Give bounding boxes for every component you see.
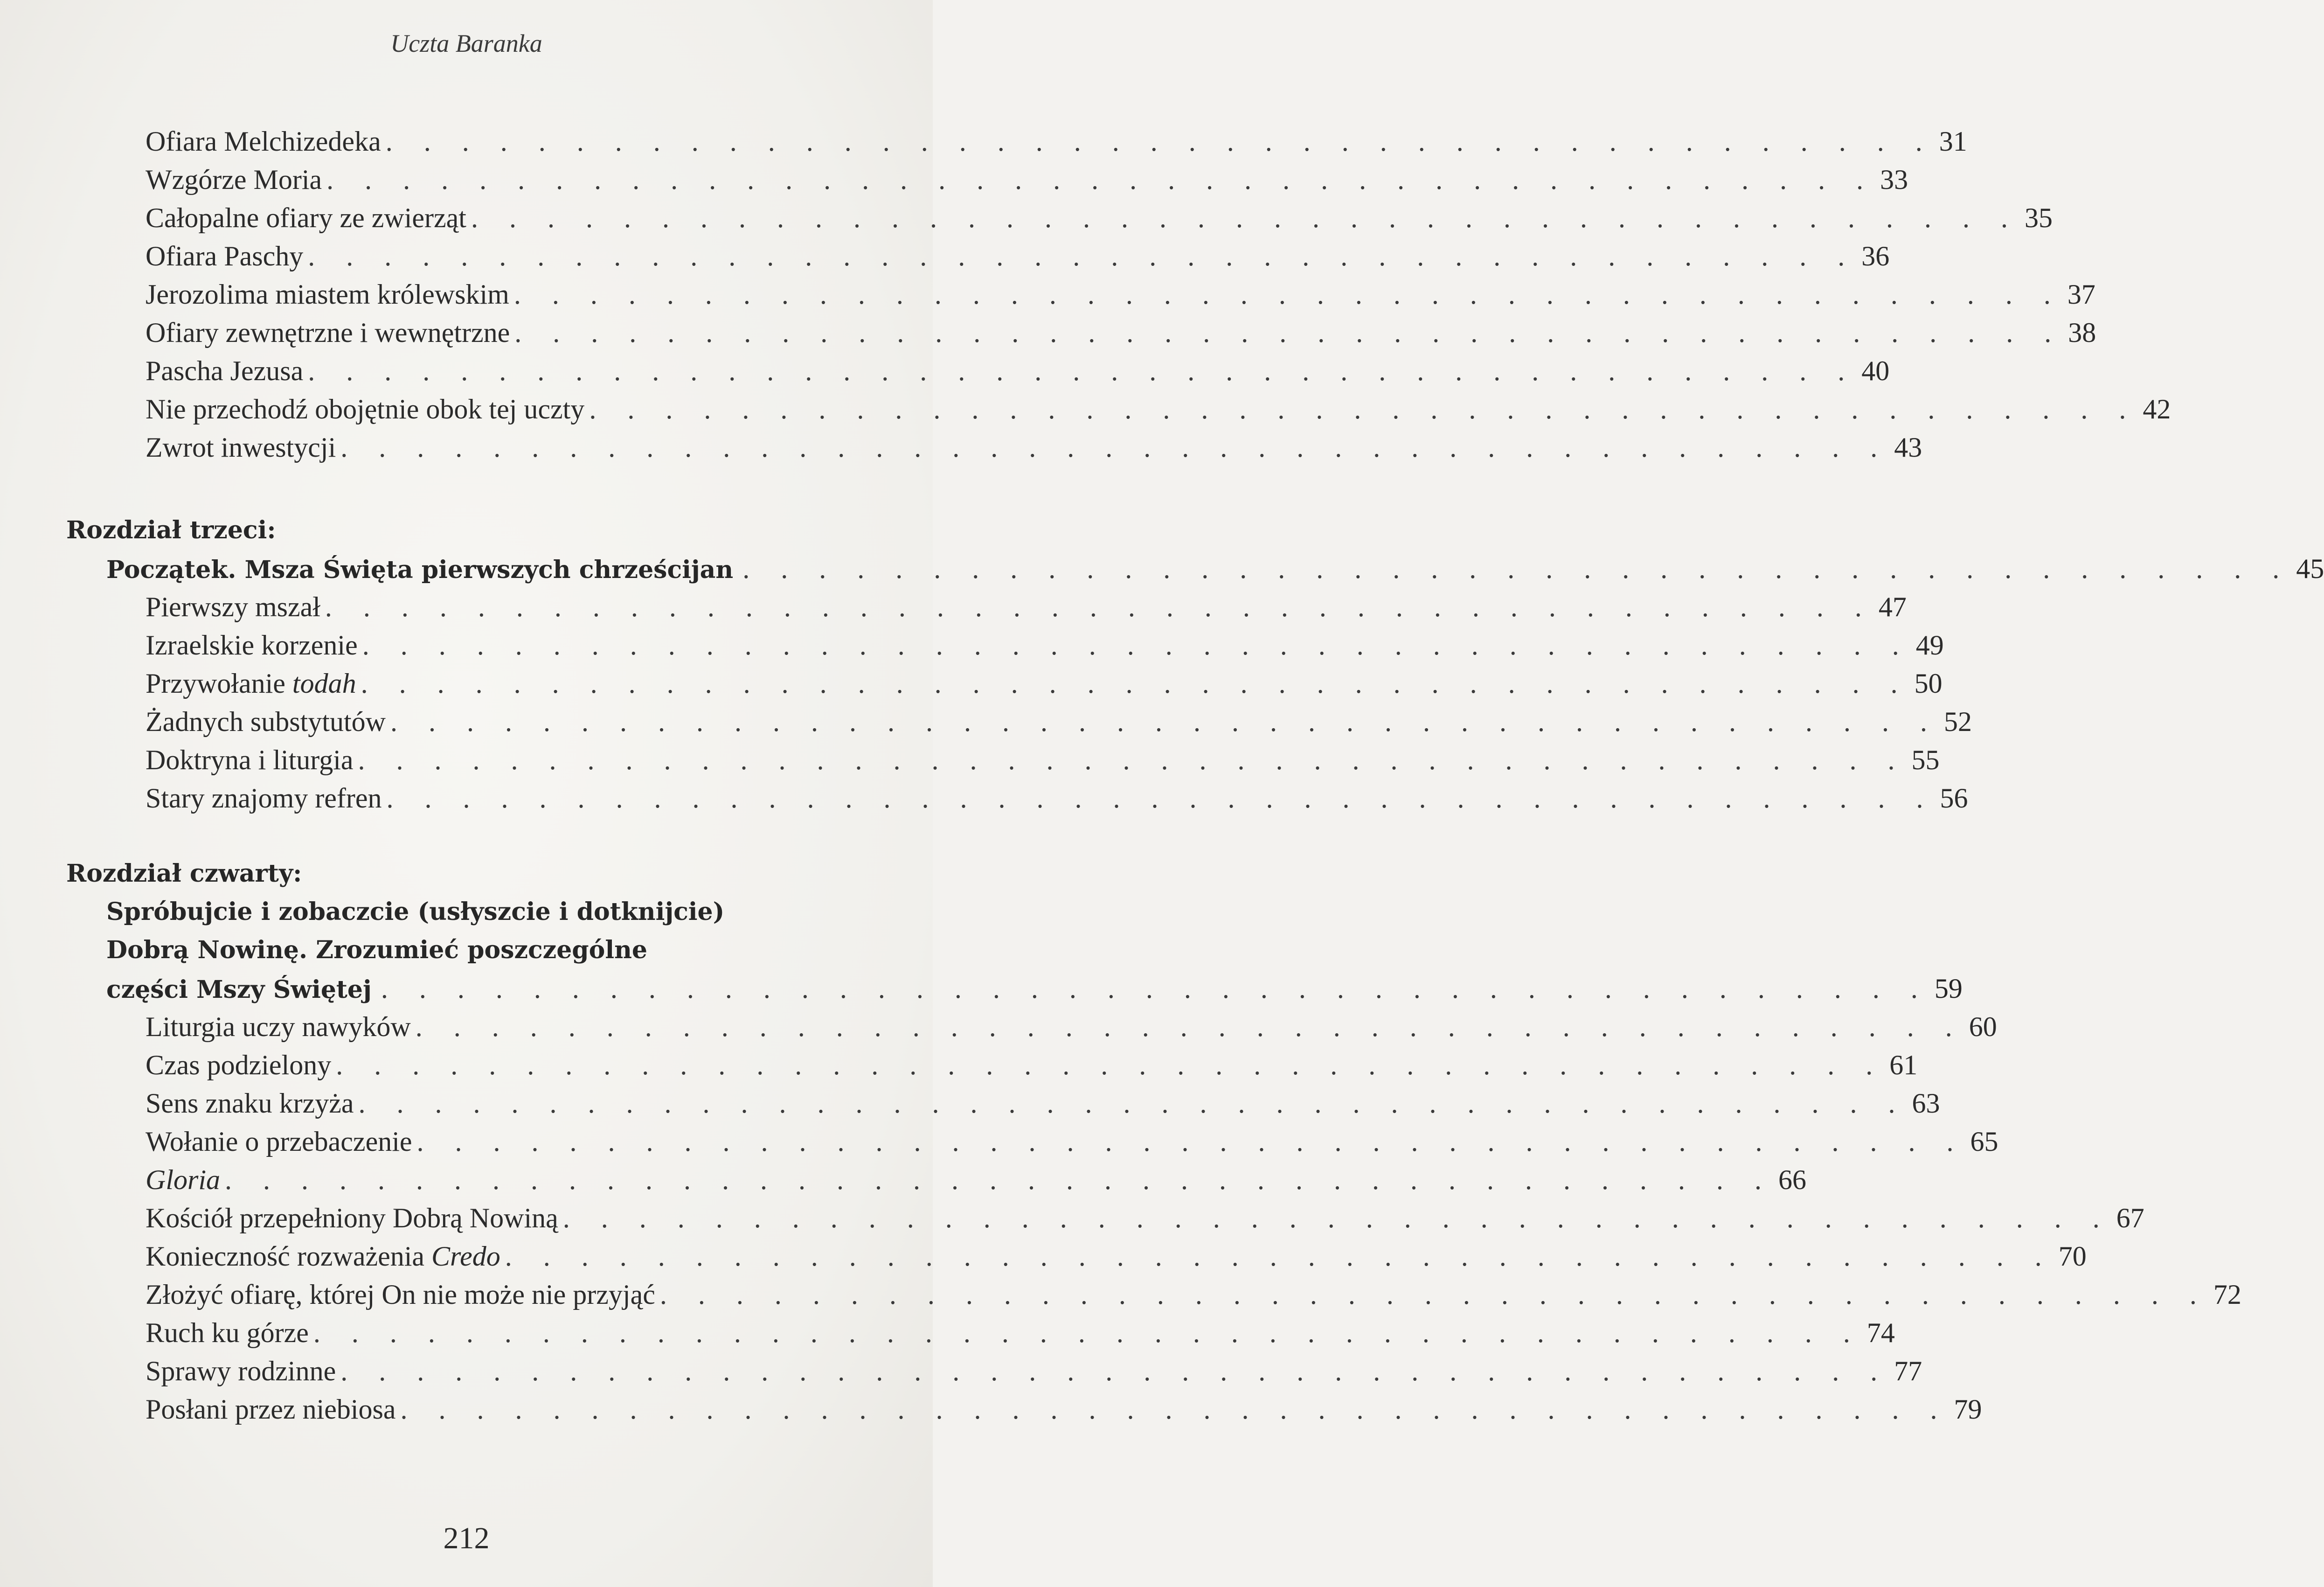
toc-entry-page: 66 — [1778, 1164, 1807, 1195]
toc-entry-title: Całopalne ofiary ze zwierząt — [146, 202, 466, 233]
toc-entry-title: Nie przechodź obojętnie obok tej uczty — [146, 394, 585, 425]
toc-entry-title: Posłani przez niebiosa — [146, 1394, 396, 1425]
leader-dots: . . . . . . . . . . . . . . . . . . . . . . . . . . . . . . . . . . . . . . . . . — [308, 241, 1857, 271]
leader-dots: . . . . . . . . . . . . . . . . . . . . . . . . . . . . . . . . . . . . . . . . . — [362, 630, 1911, 661]
toc-entry — [146, 390, 2171, 428]
toc-entry-title: Ofiara Melchizedeka — [146, 126, 381, 157]
toc-entry-title: Zwrot inwestycji — [146, 432, 336, 463]
leader-dots: . . . . . . . . . . . . . . . . . . . . . . . . . . . . . . . . . . . . . . . . . — [390, 706, 1939, 737]
toc-entry-title-text: Przywołanie — [146, 668, 292, 699]
toc-entry-page: 65 — [1970, 1126, 1998, 1157]
toc-entry-title: Sprawy rodzinne — [146, 1356, 336, 1386]
leader-dots: . . . . . . . . . . . . . . . . . . . . . . . . . . . . . . . . . . . . . . . . . — [358, 1088, 1908, 1119]
toc-entry — [146, 741, 1940, 779]
leader-dots: . . . . . . . . . . . . . . . . . . . . . . . . . . . . . . . . . . . . . . . . . — [361, 668, 1910, 699]
toc-entry-title: Ofiara Paschy — [146, 241, 304, 271]
toc-entry — [146, 1390, 1982, 1428]
toc-entry — [146, 352, 1890, 390]
toc-entry — [146, 1352, 1922, 1390]
toc-entry — [146, 1314, 1895, 1352]
leader-dots: . . . . . . . . . . . . . . . . . . . . . . . . . . . . . . . . . . . . . . . . . — [326, 164, 1876, 195]
toc-entry-page: 50 — [1914, 668, 1942, 699]
chapter-page: 45 — [2296, 553, 2324, 584]
toc-entry — [146, 275, 2095, 313]
toc-entry — [146, 160, 1908, 199]
toc-entry-title: Doktryna i liturgia — [146, 745, 354, 775]
leader-dots: . . . . . . . . . . . . . . . . . . . . . . . . . . . . . . . . . . . . . . . . . — [313, 1317, 1862, 1348]
toc-entry — [146, 1084, 1940, 1122]
leader-dots: . . . . . . . . . . . . . . . . . . . . . . . . . . . . . . . . . . . . . . . . . — [340, 1356, 1890, 1386]
leader-dots: . . . . . . . . . . . . . . . . . . . . . . . . . . . . . . . . . . . . . . . . . — [742, 553, 2292, 584]
toc-entry-page: 52 — [1943, 706, 1972, 737]
toc-entry-title: Liturgia uczy nawyków — [146, 1011, 411, 1042]
toc-entry — [146, 199, 2053, 237]
toc-entry — [146, 237, 1890, 275]
toc-entry-page: 49 — [1915, 630, 1944, 661]
toc-entry-title — [146, 1161, 220, 1199]
toc-entry-title: Jerozolima miastem królewskim — [146, 279, 509, 310]
toc-entry-page: 47 — [1878, 592, 1907, 622]
toc-entry — [146, 779, 1968, 817]
toc-entry-page: 77 — [1894, 1356, 1922, 1386]
toc-entry — [146, 664, 1942, 703]
toc-entry-title — [146, 664, 356, 703]
toc-entry-page: 31 — [1939, 126, 1967, 157]
toc-entry-title: Wzgórze Moria — [146, 164, 322, 195]
toc-entry-page: 55 — [1911, 745, 1940, 775]
leader-dots: . . . . . . . . . . . . . . . . . . . . . . . . . . . . . . . . . . . . . . . . . — [325, 592, 1874, 622]
toc-entry — [146, 1008, 1997, 1046]
leader-dots: . . . . . . . . . . . . . . . . . . . . . . . . . . . . . . . . . . . . . . . . . — [385, 126, 1935, 157]
toc-entry-title — [146, 1237, 500, 1275]
leader-dots: . . . . . . . . . . . . . . . . . . . . . . . . . . . . . . . . . . . . . . . . . — [336, 1050, 1885, 1080]
toc-entry-page: 56 — [1940, 783, 1968, 814]
toc-entry — [146, 428, 1922, 466]
leader-dots: . . . . . . . . . . . . . . . . . . . . . . . . . . . . . . . . . . . . . . . . . — [400, 1394, 1949, 1425]
toc-entry — [146, 1275, 2241, 1314]
toc-entry-title: Wołanie o przebaczenie — [146, 1126, 412, 1157]
toc-entry — [146, 588, 1907, 626]
chapter-title-entry — [106, 550, 2324, 588]
toc-entry-page: 60 — [1969, 1011, 1997, 1042]
leader-dots: . . . . . . . . . . . . . . . . . . . . . . . . . . . . . . . . . . . . . . . . . — [471, 202, 2020, 233]
toc-entry — [146, 626, 1944, 664]
toc-entry-page: 43 — [1894, 432, 1922, 463]
toc-entry-page: 33 — [1880, 164, 1908, 195]
leader-dots: . . . . . . . . . . . . . . . . . . . . . . . . . . . . . . . . . . . . . . . . . — [505, 1241, 2054, 1272]
running-head: Uczta Baranka — [390, 29, 542, 57]
toc-entry-title: Ofiary zewnętrzne i wewnętrzne — [146, 317, 510, 348]
toc-entry-page: 42 — [2143, 394, 2171, 425]
toc-entry-title-italic: Credo — [431, 1241, 500, 1272]
leader-dots: . . . . . . . . . . . . . . . . . . . . . . . . . . . . . . . . . . . . . . . . . — [381, 973, 1930, 1004]
toc-entry-title-italic: Gloria — [146, 1164, 221, 1195]
leader-dots: . . . . . . . . . . . . . . . . . . . . . . . . . . . . . . . . . . . . . . . . . — [416, 1126, 1966, 1157]
toc-entry-title: Czas podzielony — [146, 1050, 332, 1080]
leader-dots: . . . . . . . . . . . . . . . . . . . . . . . . . . . . . . . . . . . . . . . . . — [358, 745, 1907, 775]
toc-entry — [146, 1237, 2087, 1275]
toc-entry-title-text: Konieczność rozważenia — [146, 1241, 432, 1272]
toc-entry-page: 72 — [2213, 1279, 2241, 1310]
toc-entry-title: Ruch ku górze — [146, 1317, 309, 1348]
page-number: 212 — [443, 1521, 490, 1555]
toc-entry — [146, 313, 2096, 352]
toc-entry-page: 61 — [1889, 1050, 1918, 1080]
toc-entry-title-italic: todah — [292, 668, 356, 699]
leader-dots: . . . . . . . . . . . . . . . . . . . . . . . . . . . . . . . . . . . . . . . . . — [514, 317, 2064, 348]
toc-entry-page: 79 — [1954, 1394, 1982, 1425]
chapter-title-entry — [106, 969, 1963, 1008]
chapter-title-line: części Mszy Świętej — [106, 975, 372, 1004]
toc-entry — [146, 122, 1967, 160]
toc-entry-title: Sens znaku krzyża — [146, 1088, 354, 1119]
toc-entry-title: Kościół przepełniony Dobrą Nowiną — [146, 1203, 558, 1233]
toc-entry — [146, 1161, 1807, 1199]
leader-dots: . . . . . . . . . . . . . . . . . . . . . . . . . . . . . . . . . . . . . . . . . — [659, 1279, 2209, 1310]
leader-dots: . . . . . . . . . . . . . . . . . . . . . . . . . . . . . . . . . . . . . . . . . — [386, 783, 1936, 814]
toc-entry-title: Stary znajomy refren — [146, 783, 382, 814]
toc-entry — [146, 1199, 2144, 1237]
toc-entry-title: Żadnych substytutów — [146, 706, 386, 737]
leader-dots: . . . . . . . . . . . . . . . . . . . . . . . . . . . . . . . . . . . . . . . . . — [589, 394, 2138, 425]
toc-entry-page: 37 — [2067, 279, 2095, 310]
leader-dots: . . . . . . . . . . . . . . . . . . . . . . . . . . . . . . . . . . . . . . . . . — [562, 1203, 2112, 1233]
toc-entry-page: 74 — [1866, 1317, 1895, 1348]
leader-dots: . . . . . . . . . . . . . . . . . . . . . . . . . . . . . . . . . . . . . . . . . — [340, 432, 1890, 463]
toc-entry — [146, 703, 1972, 741]
chapter-title-line: Dobrą Nowinę. Zrozumieć poszczególne — [106, 936, 647, 964]
chapter-title: Początek. Msza Święta pierwszych chrześcijan — [106, 556, 734, 584]
toc-entry-page: 36 — [1861, 241, 1890, 271]
toc-entry-title: Pierwszy mszał — [146, 592, 320, 622]
leader-dots: . . . . . . . . . . . . . . . . . . . . . . . . . . . . . . . . . . . . . . . . . — [415, 1011, 1964, 1042]
leader-dots: . . . . . . . . . . . . . . . . . . . . . . . . . . . . . . . . . . . . . . . . . — [513, 279, 2063, 310]
toc-entry-page: 67 — [2116, 1203, 2144, 1233]
toc-entry — [146, 1046, 1918, 1084]
chapter-page: 59 — [1934, 973, 1963, 1004]
chapter-heading: Rozdział czwarty: — [66, 859, 302, 888]
chapter-heading: Rozdział trzeci: — [66, 516, 276, 544]
toc-entry-page: 35 — [2024, 202, 2053, 233]
toc-entry-page: 63 — [1912, 1088, 1940, 1119]
leader-dots: . . . . . . . . . . . . . . . . . . . . . . . . . . . . . . . . . . . . . . . . . — [308, 355, 1857, 386]
toc-entry-page: 38 — [2068, 317, 2096, 348]
toc-entry-title: Izraelskie korzenie — [146, 630, 358, 661]
toc-entry-title: Pascha Jezusa — [146, 355, 304, 386]
toc-entry-page: 40 — [1861, 355, 1890, 386]
leader-dots: . . . . . . . . . . . . . . . . . . . . . . . . . . . . . . . . . . . . . . . . . — [225, 1164, 1774, 1195]
toc-entry-title: Złożyć ofiarę, której On nie może nie przyjąć — [146, 1279, 655, 1310]
toc-entry — [146, 1122, 1998, 1161]
toc-entry-page: 70 — [2058, 1241, 2087, 1272]
chapter-title-line: Spróbujcie i zobaczcie (usłyszcie i dotknijcie) — [106, 898, 725, 926]
